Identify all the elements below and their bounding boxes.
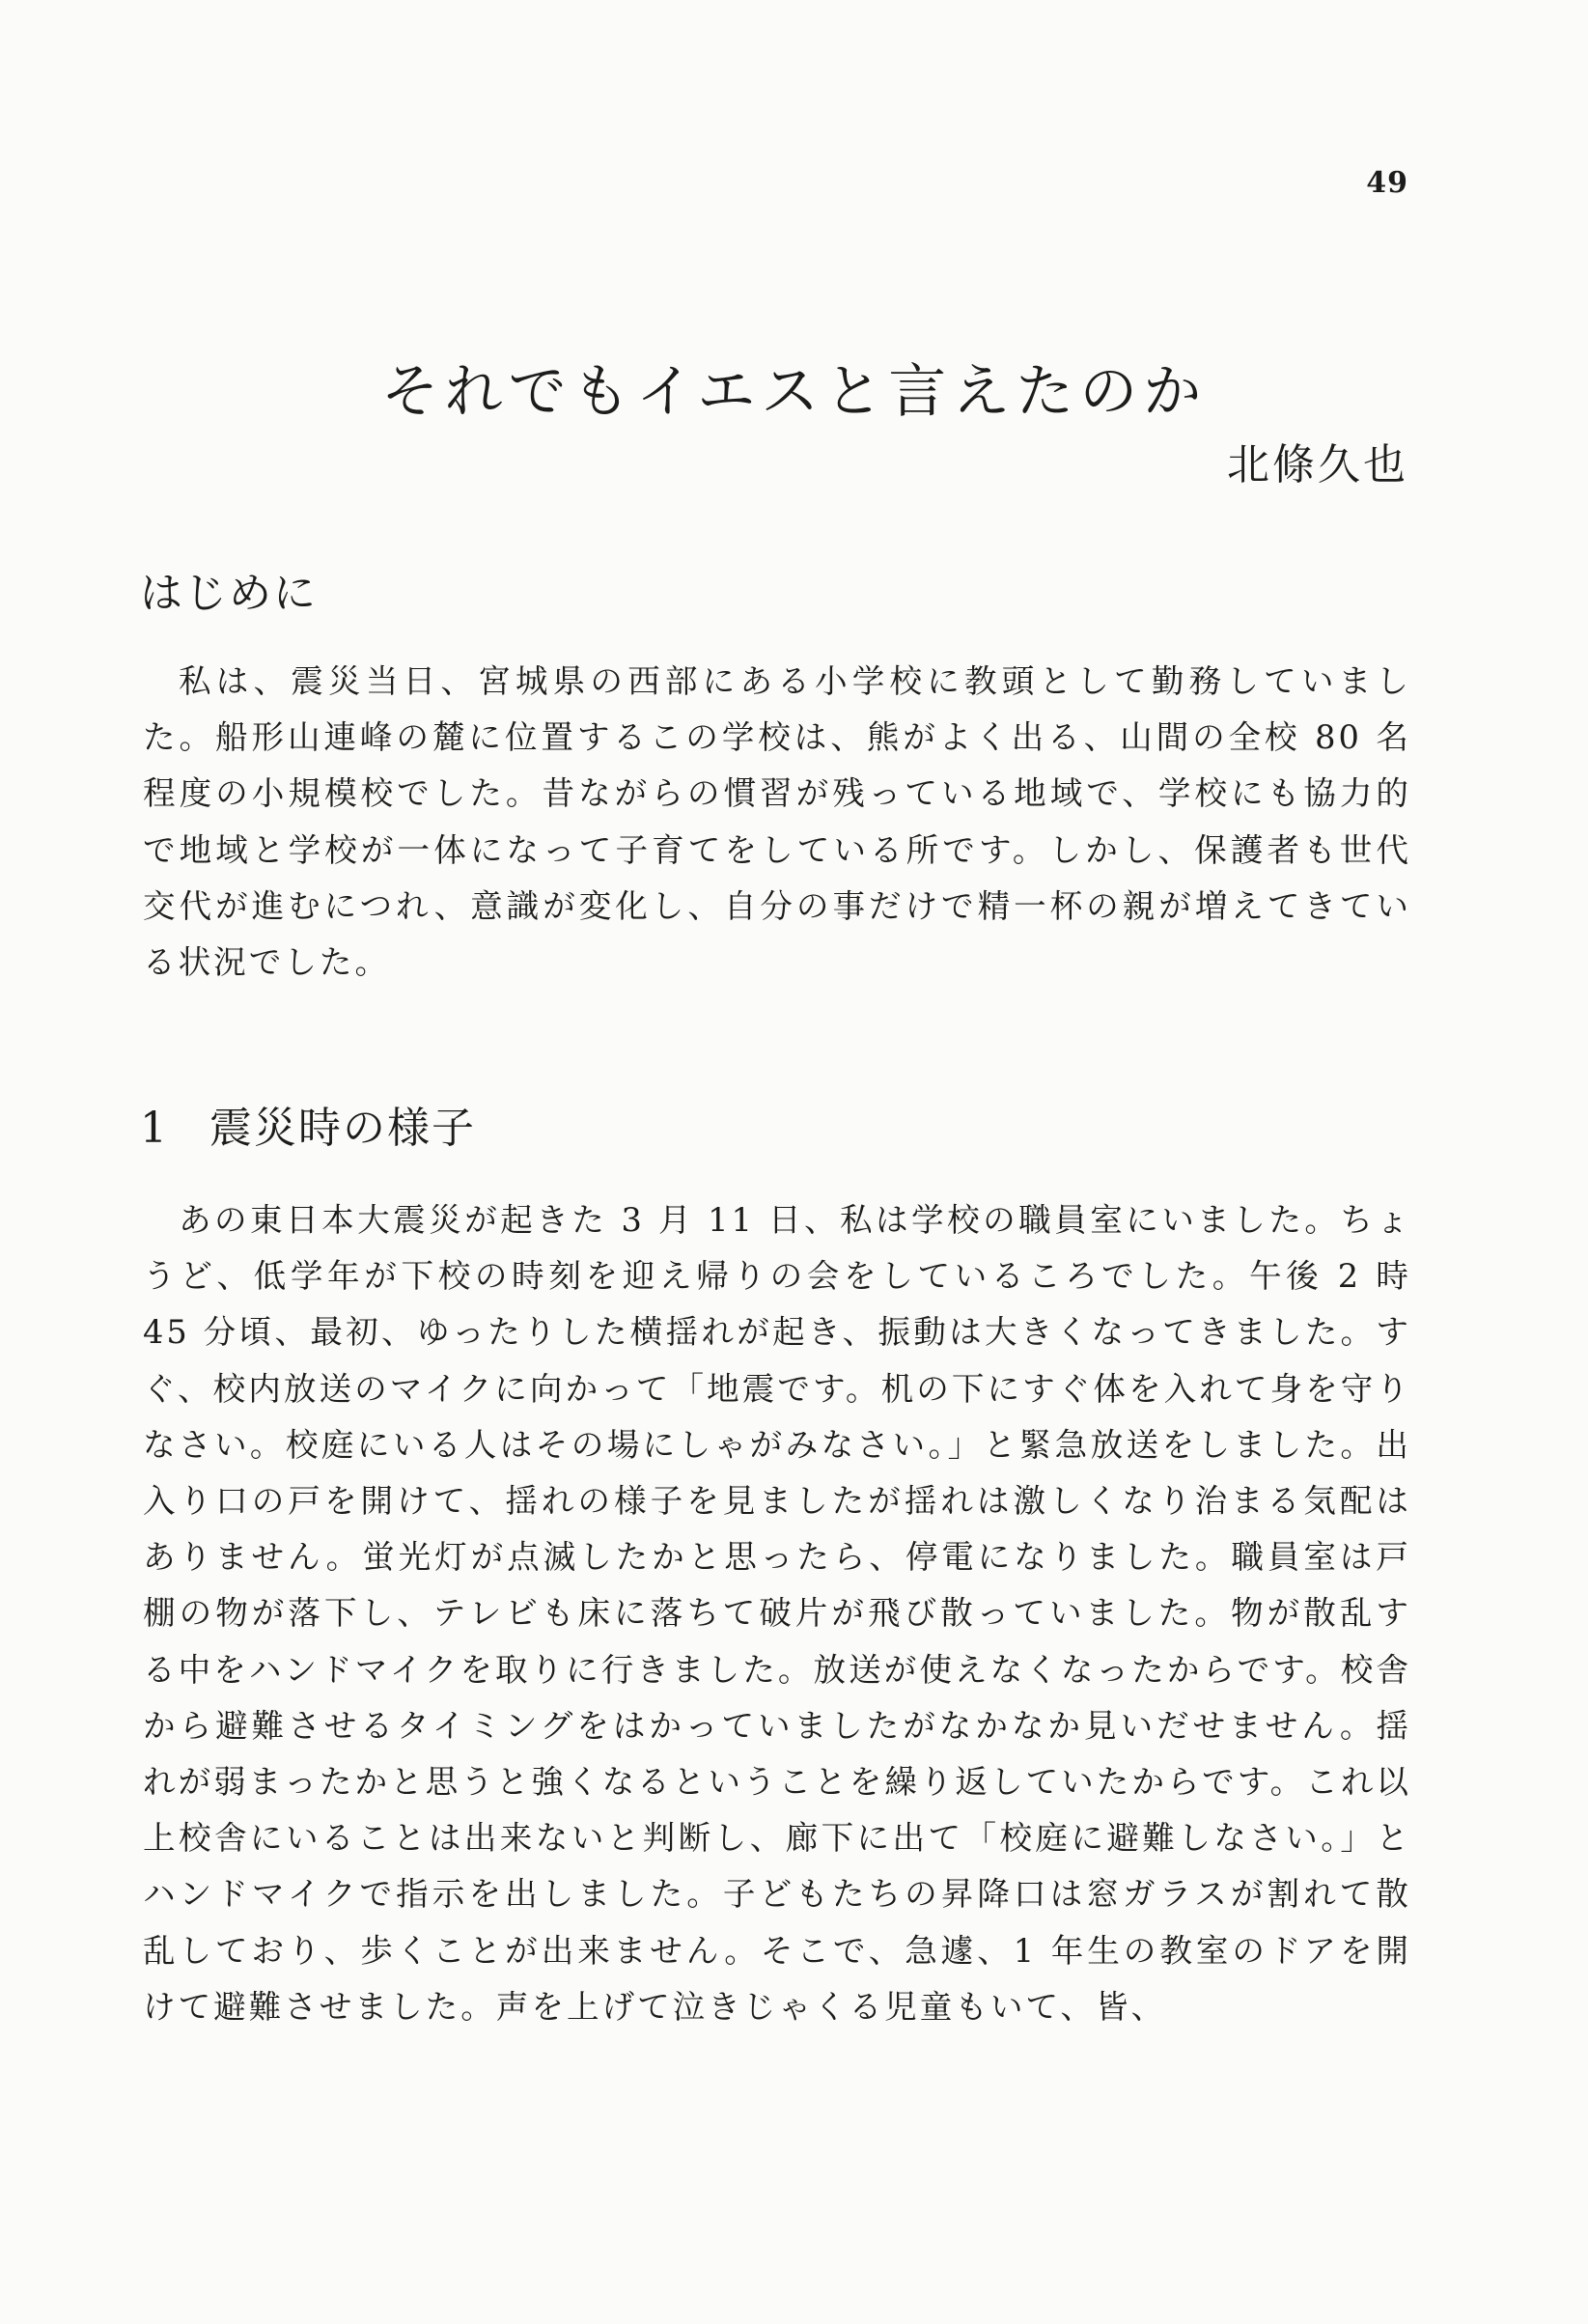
section-paragraph-earthquake: あの東日本大震災が起きた 3 月 11 日、私は学校の職員室にいました。ちょうど、低学年が下校の時刻を迎え帰りの会をしているころでした。午後 2 時 45 分頃、最初、ゆったりした横揺れが起き、振動は大きくなってきました。すぐ、校内放送のマイクに向かって「地震です。机の下にすぐ体を入れて身を守りなさい。校庭にいる人はその場にしゃがみなさい。」と緊急放送をしました。出入り口の戸を開けて、揺れの様子を見ましたが揺れは激しくなり治まる気配はありません。蛍光灯が点滅したかと思ったら、停電になりました。職員室は戸棚の物が落下し、テレビも床に落ちて破片が飛び散っていました。物が散乱する中をハンドマイクを取りに行きました。放送が使えなくなったからです。校舎から避難させるタイミングをはかっていましたがなかなか見いだせません。揺れが弱まったかと思うと強くなるということを繰り返していたからです。これ以上校舎にいることは出来ないと判断し、廊下に出て「校庭に避難しなさい。」とハンドマイクで指示を出しました。子どもたちの昇降口は窓ガラスが割れて散乱しており、歩くことが出来ません。そこで、急遽、1 年生の教室のドアを開けて避難させました。声を上げて泣きじゃくる児童もいて、皆、 bbox=[143, 1201, 1411, 2026]
section-heading-text: はじめに bbox=[140, 569, 318, 618]
section-paragraph-introduction: 私は、震災当日、宮城県の西部にある小学校に教頭として勤務していました。船形山連峰の麓に位置するこの学校は、熊がよく出る、山間の全校 80 名程度の小規模校でした。昔ながらの慣習が残っている地域で、学校にも協力的で地域と学校が一体になって子育てをしている所です。しかし、保護者も世代交代が進むにつれ、意識が変化し、自分の事だけで精一杯の親が増えてきている状況でした。 bbox=[143, 662, 1411, 982]
section-heading-earthquake bbox=[140, 1093, 476, 1155]
section-heading-introduction bbox=[140, 558, 318, 620]
author-name: 北條久也 bbox=[1227, 440, 1408, 490]
article-title: それでもイエスと言えたのか bbox=[380, 358, 1208, 427]
page-number: 49 bbox=[1366, 166, 1408, 200]
section-heading-text: 震災時の様子 bbox=[209, 1104, 476, 1153]
section-number: 1 bbox=[140, 1104, 169, 1153]
